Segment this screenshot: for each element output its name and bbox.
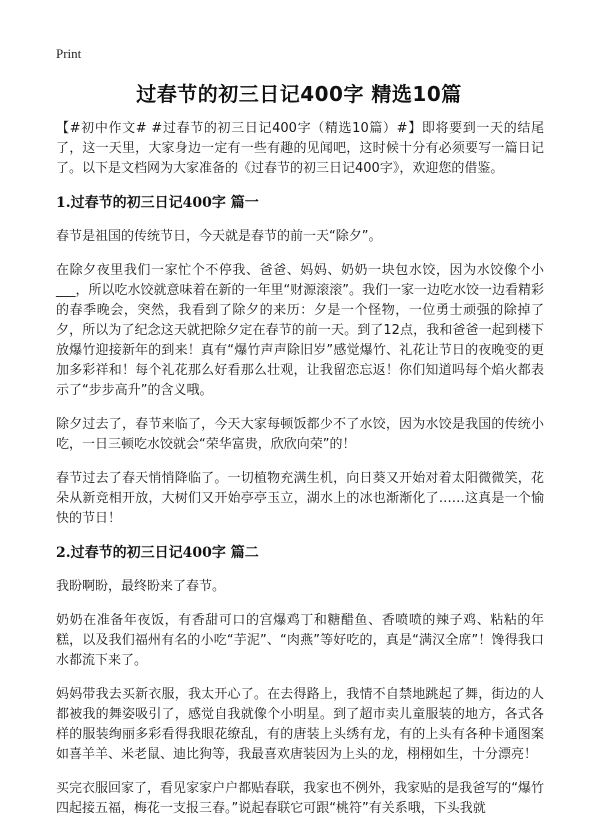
print-link[interactable]: Print [56, 46, 82, 61]
paragraph: 妈妈带我去买新衣服，我太开心了。在去得路上，我情不自禁地跳起了舞，街边的人都被我的舞姿吸引了，感觉自我就像个小明星。到了超市卖儿童服装的地方，各式各样的服装绚丽多彩看得我眼花缭乱，有的唐装上头绣有龙，有的上头有各种卡通图案如喜羊羊、米老鼠、迪比狗等，我最喜欢唐装因为上头的龙，栩栩如生，十分漂亮！ [56, 687, 544, 762]
article-body [56, 119, 544, 833]
paragraph: 春节过去了春天悄悄降临了。一切植物充满生机，向日葵又开始对着太阳微微笑，花朵从新竞相开放，大树们又开始亭亭玉立，湖水上的冰也渐渐化了……这真是一个愉快的节日！ [56, 471, 544, 526]
page-title: 过春节的初三日记400字 精选10篇 [136, 82, 462, 106]
section-heading: 2.过春节的初三日记400字 篇二 [56, 545, 259, 561]
paragraph: 春节是祖国的传统节日，今天就是春节的前一天“除夕”。 [56, 229, 382, 244]
paragraph: 在除夕夜里我们一家忙个不停我、爸爸、妈妈、奶奶一块包水饺，因为水饺像个小___，所以吃水饺就意味着在新的一年里“财源滚滚”。我们一家一边吃水饺一边看精彩的春季晚会，突然，我看到了除夕的来历：夕是一个怪物，一位勇士顽强的除掉了夕，所以为了纪念这天就把除夕定在春节的前一天。到了12点，我和爸爸一起到楼下放爆竹迎接新年的到来！真有“爆竹声声除旧岁”感觉爆竹、礼花让节日的夜晚变的更加多彩祥和！每个礼花那么好看那么壮观，让我留恋忘返！你们知道吗每个焰火都表示了“步步高升”的含义哦。 [56, 263, 544, 398]
paragraph: 奶奶在准备年夜饭，有香甜可口的宫爆鸡丁和糖醋鱼、香喷喷的辣子鸡、粘粘的年糕，以及我们福州有名的小吃“芋泥”、“肉燕”等好吃的，真是“满汉全席”！馋得我口水都流下来了。 [56, 613, 544, 668]
paragraph: 我盼啊盼，最终盼来了春节。 [56, 579, 226, 594]
paragraph: 买完衣服回家了，看见家家户户都贴春联，我家也不例外，我家贴的是我爸写的“爆竹四起接五福，梅花一支报三春。”说起春联它可跟“桃符”有关系哦，下头我就 [56, 781, 544, 816]
intro-paragraph: 【#初中作文# #过春节的初三日记400字（精选10篇）#】即将要到一天的结尾了，这一天里，大家身边一定有一些有趣的见闻吧，这时候十分有必须要写一篇日记了。以下是文档网为大家准备的《过春节的初三日记400字》，欢迎您的借鉴。 [56, 121, 544, 176]
paragraph: 除夕过去了，春节来临了，今天大家每顿饭都少不了水饺，因为水饺是我国的传统小吃，一日三顿吃水饺就会“荣华富贵，欣欣向荣”的！ [56, 417, 544, 452]
section-heading: 1.过春节的初三日记400字 篇一 [56, 195, 259, 211]
